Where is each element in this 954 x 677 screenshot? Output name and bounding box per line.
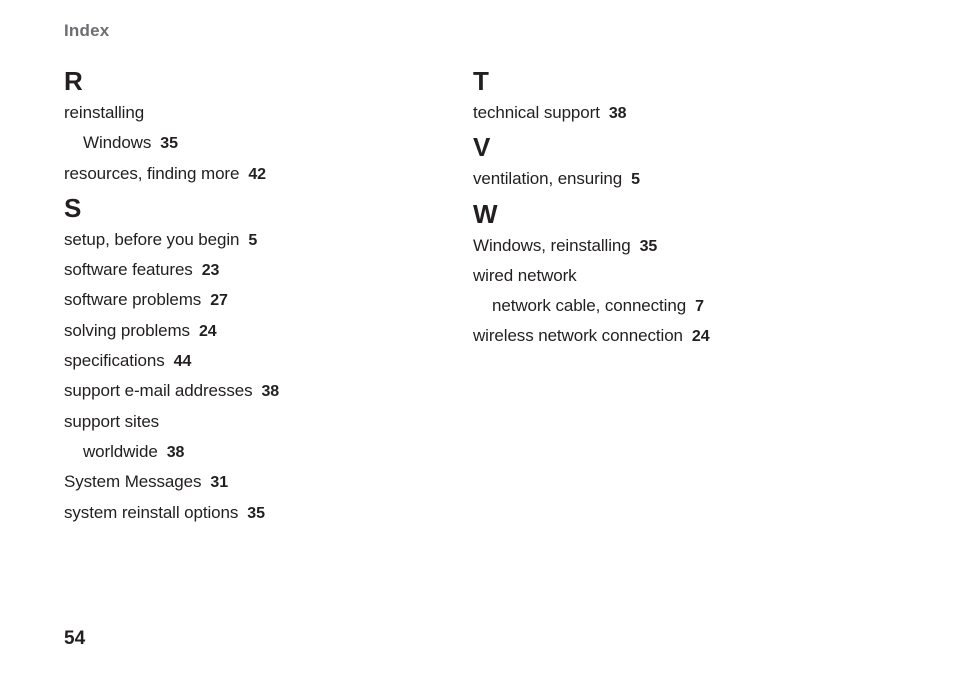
- index-entry: [473, 321, 893, 351]
- entry-term: software features: [64, 260, 193, 280]
- index-entry: [473, 261, 893, 291]
- index-entry: [473, 231, 893, 261]
- entry-term: resources, finding more: [64, 163, 240, 183]
- entry-page-number: 24: [691, 328, 710, 346]
- entry-page-number: 35: [160, 135, 178, 153]
- entry-page-number: 5: [248, 231, 258, 249]
- entry-term: support sites: [64, 411, 160, 431]
- entry-page-number: 35: [247, 504, 265, 522]
- entry-term: support e-mail addresses: [64, 381, 253, 401]
- entry-page-number: 38: [166, 443, 185, 461]
- entry-page-number: 27: [210, 292, 228, 310]
- entry-term: worldwide: [83, 441, 158, 461]
- section-letter: T: [473, 66, 489, 96]
- index-entry: [64, 407, 444, 437]
- section-letter: S: [64, 192, 82, 223]
- index-entry: [473, 164, 893, 194]
- entry-page-number: 31: [210, 474, 228, 492]
- entry-term: wired network: [473, 265, 577, 285]
- entry-term: wireless network connection: [473, 326, 683, 346]
- index-section-w: [473, 199, 893, 352]
- entry-term: system reinstall options: [64, 502, 239, 522]
- index-section-t: [473, 66, 893, 128]
- entry-term: setup, before you begin: [64, 229, 240, 249]
- index-entry: [64, 346, 444, 376]
- index-column-right: [473, 64, 893, 352]
- entry-term: Windows: [83, 133, 152, 153]
- index-subentry: [473, 291, 893, 321]
- index-section-r: [64, 66, 444, 189]
- entry-term: Windows, reinstalling: [473, 235, 631, 255]
- entry-term: ventilation, ensuring: [473, 169, 623, 189]
- page-number: 54: [64, 628, 86, 649]
- index-entry: [64, 467, 444, 497]
- section-letter: W: [473, 198, 498, 229]
- entry-term: solving problems: [64, 320, 190, 340]
- section-letter: V: [473, 132, 491, 163]
- index-column-left: [64, 64, 444, 528]
- index-entry: [64, 159, 444, 189]
- index-entry: [473, 98, 893, 128]
- section-letter: R: [64, 66, 83, 96]
- index-entry: [64, 255, 444, 285]
- entry-page-number: 7: [695, 298, 704, 316]
- entry-page-number: 42: [248, 165, 266, 183]
- index-entry: [64, 498, 444, 528]
- index-section-s: [64, 193, 444, 528]
- index-entry: [64, 285, 444, 315]
- index-subentry: [64, 128, 444, 158]
- index-entry: [64, 98, 444, 128]
- entry-page-number: 44: [173, 353, 192, 371]
- entry-page-number: 38: [608, 105, 627, 122]
- index-entry: [64, 316, 444, 346]
- entry-term: specifications: [64, 351, 165, 371]
- entry-page-number: 38: [261, 383, 280, 401]
- entry-term: reinstalling: [64, 103, 145, 122]
- entry-page-number: 5: [631, 171, 640, 189]
- entry-term: software problems: [64, 290, 202, 310]
- index-entry: [64, 376, 444, 406]
- entry-term: network cable, connecting: [492, 296, 687, 316]
- entry-page-number: 24: [198, 322, 217, 340]
- running-head: Index: [64, 21, 110, 40]
- entry-page-number: 23: [201, 262, 220, 280]
- index-entry: [64, 225, 444, 255]
- entry-page-number: 35: [639, 237, 658, 255]
- index-section-v: [473, 132, 893, 194]
- index-subentry: [64, 437, 444, 467]
- entry-term: System Messages: [64, 472, 202, 492]
- entry-term: technical support: [473, 103, 600, 122]
